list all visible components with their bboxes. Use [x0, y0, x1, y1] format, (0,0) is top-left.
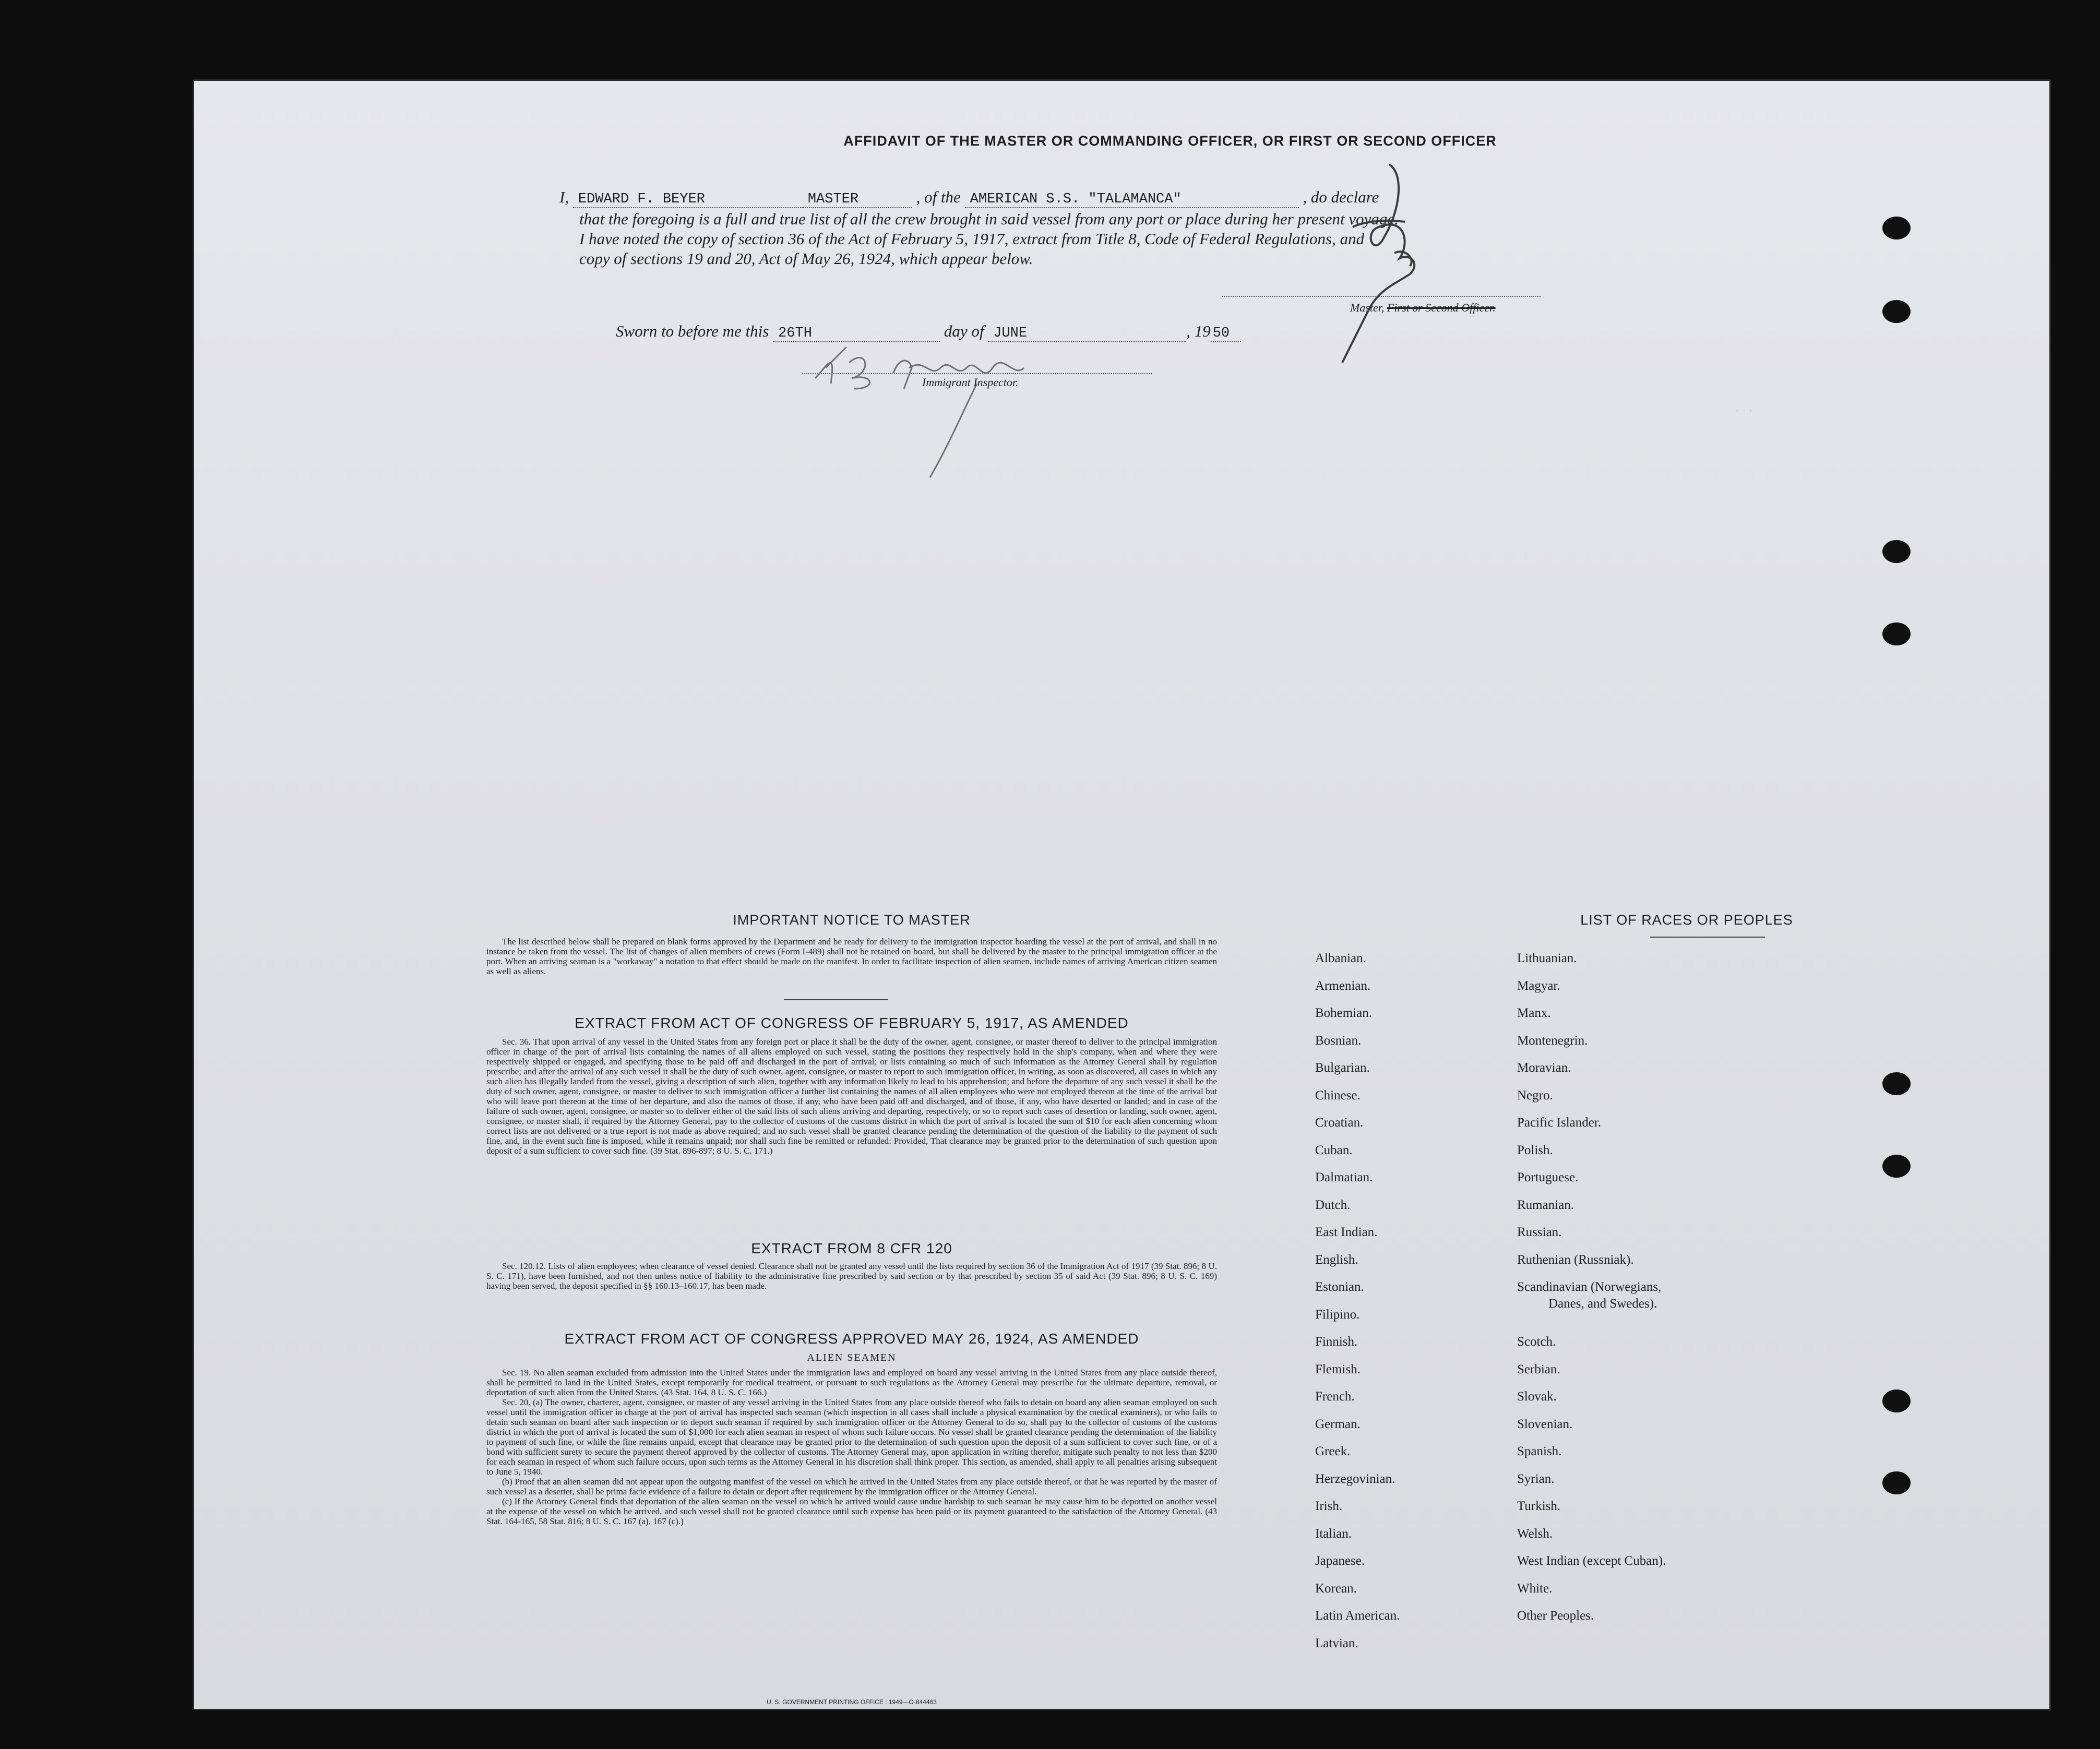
declaration-line-4: copy of sections 19 and 20, Act of May 26, 1924, which appear below.	[579, 249, 1033, 268]
inspector-signature	[805, 337, 1139, 493]
race-item: Spanish.	[1517, 1444, 1562, 1458]
race-item: Scandinavian (Norwegians,	[1517, 1280, 1662, 1294]
race-item: Estonian.	[1315, 1280, 1364, 1294]
race-item: Other Peoples.	[1517, 1609, 1594, 1623]
punch-hole	[1882, 1389, 1911, 1412]
do-declare-text: , do declare	[1303, 188, 1379, 206]
race-item: Danes, and Swedes).	[1548, 1297, 1657, 1311]
race-item: Magyar.	[1517, 978, 1560, 993]
race-item: Bulgarian.	[1315, 1061, 1370, 1075]
punch-hole	[1882, 540, 1911, 563]
race-item: Welsh.	[1517, 1526, 1553, 1541]
sworn-year-field: 50	[1211, 326, 1241, 342]
extract-1917-title: EXTRACT FROM ACT OF CONGRESS OF FEBRUARY 5, 1917, AS AMENDED	[575, 1015, 1129, 1031]
race-item: Irish.	[1315, 1499, 1343, 1513]
day-of-text: day of	[944, 322, 984, 340]
race-item: Scotch.	[1517, 1335, 1556, 1349]
inspector-label: Immigrant Inspector.	[922, 376, 1019, 389]
race-item: Japanese.	[1315, 1554, 1365, 1568]
race-item: Slovenian.	[1517, 1417, 1573, 1431]
punch-hole	[1882, 1155, 1911, 1178]
race-item: Pacific Islander.	[1517, 1116, 1602, 1130]
race-item: Syrian.	[1517, 1471, 1555, 1486]
punch-hole	[1882, 1072, 1911, 1095]
extract-1924-body	[486, 1368, 1217, 1526]
race-item: Montenegrin.	[1517, 1033, 1588, 1048]
extract-1924-title: EXTRACT FROM ACT OF CONGRESS APPROVED MAY 26, 1924, AS AMENDED	[564, 1331, 1139, 1347]
race-item: Portuguese.	[1517, 1170, 1579, 1184]
notice-divider	[784, 999, 888, 1000]
race-item: Ruthenian (Russniak).	[1517, 1252, 1634, 1267]
section-20b-paragraph: (b) Proof that an alien seaman did not appear upon the outgoing manifest of the vessel on which he arrived in the United States from any place outside thereof, or that he was reported by the master of such vessel as a deserter, shall be prima facie evidence of a failure to detain or deport after requirement by the immigration officer or the Attorney General.	[486, 1477, 1217, 1496]
race-item: East Indian.	[1315, 1225, 1378, 1239]
race-item: Albanian.	[1315, 951, 1366, 965]
section-19-paragraph: Sec. 19. No alien seaman excluded from admission into the United States under the immigration laws and employed on board any vessel arriving in the United States from any place outside thereof, shall be permitted to land in the United States, except temporarily for medical treatment, or pursuant to such regulations as the Attorney General may prescribe for the ultimate departure, removal, or deportation of such alien from the United States. (43 Stat. 164, 8 U. S. C. 166.)	[486, 1368, 1217, 1397]
notice-paragraph: The list described below shall be prepared on blank forms approved by the Department and be ready for delivery to the immigration inspector boarding the vessel at the port of arrival, and shall in no instance be taken from the vessel. The list of changes of alien members of crews (Form I-489) shall not be retained on board, but shall be delivered by the master to the principal immigration officer at the port. When an arriving seaman is a "workaway" a notation to that effect should be made on the manifest. In order to facilitate inspection of alien seamen, include names of arriving American citizen seamen as well as aliens.	[486, 937, 1217, 976]
race-item: Bosnian.	[1315, 1033, 1362, 1048]
bleed-through-text: ···	[1734, 404, 1755, 417]
race-item: Turkish.	[1517, 1499, 1561, 1513]
race-item: Latvian.	[1315, 1636, 1358, 1650]
alien-seamen-subtitle: ALIEN SEAMEN	[807, 1352, 897, 1363]
sworn-day-field: 26TH	[773, 326, 940, 342]
race-item: Moravian.	[1517, 1061, 1571, 1075]
notice-body	[486, 937, 1217, 976]
extract-1917-body	[486, 1037, 1217, 1156]
race-item: Filipino.	[1315, 1307, 1360, 1322]
race-item: Latin American.	[1315, 1609, 1400, 1623]
race-item: Serbian.	[1517, 1362, 1560, 1376]
race-item: Slovak.	[1517, 1389, 1557, 1404]
section-20a-paragraph: Sec. 20. (a) The owner, charterer, agent, consignee, or master of any vessel arriving in the United States from any place outside thereof who fails to detain on board any alien seaman employed on such vessel until the immigration officer in charge at the port of arrival has inspected such seaman (which inspection in all cases shall include a physical examination by the medical examiners), or who fails to detain such seaman on board after such inspection or to deport such seaman if required by such immigration officer or the Attorney General to do so, shall pay to the collector of customs of the customs district in which the port of arrival is located the sum of $1,000 for each alien seaman in respect of whom such failure occurs. No vessel shall be granted clearance pending the determination of the liability to payment of such fine, or while the fine remains unpaid, except that clearance may be granted prior to the determination of such question upon the deposit of a sum sufficient to cover such fine, or of a bond with sufficient surety to secure the payment thereof approved by the collector of customs. The Attorney General may, upon application in writing therefor, mitigate such penalty to not less than $200 for each seaman in respect of whom such failure occurs, upon such terms as the Attorney General in his discretion shall think proper. This section, as amended, shall apply to all penalties arising subsequent to June 5, 1940.	[486, 1397, 1217, 1477]
race-item: Manx.	[1517, 1006, 1551, 1020]
race-item: Herzegovinian.	[1315, 1471, 1395, 1486]
race-item: Croatian.	[1315, 1116, 1364, 1130]
year-prefix: , 19	[1186, 322, 1211, 340]
race-item: Lithuanian.	[1517, 951, 1577, 965]
extract-8cfr-body	[486, 1261, 1217, 1291]
race-item: Flemish.	[1315, 1362, 1361, 1376]
extract-8cfr-title: EXTRACT FROM 8 CFR 120	[751, 1240, 952, 1256]
race-item: English.	[1315, 1252, 1358, 1267]
section-20c-paragraph: (c) If the Attorney General finds that deportation of the alien seaman on the vessel on which he arrived would cause undue hardship to such seaman he may cause him to be deported on another vessel at the expense of the vessel on which he arrived, and such vessel shall not be granted clearance until such expense has been paid or its payment guaranteed to the satisfaction of the Attorney General. (43 Stat. 164-165, 58 Stat. 816; 8 U. S. C. 167 (a), 167 (c).)	[486, 1496, 1217, 1526]
race-item: Korean.	[1315, 1581, 1357, 1596]
race-item: German.	[1315, 1417, 1361, 1431]
declaration-line-3: I have noted the copy of section 36 of the Act of February 5, 1917, extract from Title 8, Code of Federal Regulations, and	[579, 230, 1365, 248]
sworn-month-field: JUNE	[988, 326, 1186, 342]
race-item: West Indian (except Cuban).	[1517, 1554, 1666, 1568]
race-item: Negro.	[1517, 1088, 1553, 1103]
races-right-column	[1517, 951, 1666, 1636]
punch-hole	[1882, 1471, 1911, 1494]
race-item: Armenian.	[1315, 978, 1371, 993]
printer-imprint: U. S. GOVERNMENT PRINTING OFFICE : 1949—O-844463	[767, 1698, 937, 1706]
master-name-field: EDWARD F. BEYER	[573, 191, 803, 208]
punch-hole	[1882, 622, 1911, 645]
race-item: French.	[1315, 1389, 1355, 1404]
race-item: Rumanian.	[1517, 1197, 1574, 1212]
race-item: Bohemian.	[1315, 1006, 1373, 1020]
vessel-field: AMERICAN S.S. "TALAMANCA"	[965, 191, 1299, 208]
declaration-i: I,	[559, 188, 569, 206]
races-left-column	[1315, 951, 1400, 1663]
rank-field: MASTER	[803, 191, 912, 208]
declaration-line-1	[559, 188, 1379, 208]
sworn-prefix: Sworn to before me this	[616, 322, 769, 340]
master-signature	[1332, 154, 1467, 373]
section-36-paragraph: Sec. 36. That upon arrival of any vessel in the United States from any foreign port or place it shall be the duty of the owner, agent, consignee, or master thereof to deliver to the principal immigration officer in charge of the port of arrival lists containing the names of all aliens employed on such vessel, stating the positions they respectively hold in the ship's company, when and where they were respectively shipped or engaged, and specifying those to be paid off and discharged in the port of arrival; or lists containing so much of such information as the Attorney General shall by regulation prescribe; and after the arrival of any such vessel it shall be the duty of such owner, agent, consignee, or master to report to such immigration officer, in writing, as soon as discovered, all cases in which any such alien has illegally landed from the vessel, giving a description of such alien, together with any information likely to lead to his apprehension; and before the departure of any such vessel it shall be the duty of such owner, agent, consignee, or master to deliver to such immigration officer a further list containing the names of all alien employees who were not employed thereon at the time of the arrival but who will leave port thereon at the time of her departure, and also the names of those, if any, who have been paid off and discharged, and of those, if any, who have deserted or landed; and in case of the failure of such owner, agent, consignee, or master so to deliver either of the said lists of such aliens arriving and departing, respectively, or so to report such cases of desertion or landing, such owner, agent, consignee, or master shall, if required by the Attorney General, pay to the collector of customs of the customs district in which the port of arrival is located the sum of $10 for each alien concerning whom correct lists are not delivered or a true report is not made as above required; and no such vessel shall be granted clearance pending the determination of the question of the liability to the payment of such fine, and, in the event such fine is imposed, while it remains unpaid; nor shall such fine be remitted or refunded: Provided, That clearance may be granted prior to the determination of such question upon deposit of a sum sufficient to cover such fine. (39 Stat. 896-897; 8 U. S. C. 171.)	[486, 1037, 1217, 1156]
race-item: Dalmatian.	[1315, 1170, 1373, 1184]
declaration-line-2: that the foregoing is a full and true list of all the crew brought in said vessel from any port or place during her present voyage.	[579, 210, 1399, 228]
race-item: Greek.	[1315, 1444, 1351, 1458]
document-page	[194, 81, 2049, 1709]
race-item: Russian.	[1517, 1225, 1562, 1239]
race-item: Polish.	[1517, 1143, 1553, 1157]
race-item: White.	[1517, 1581, 1553, 1596]
affidavit-title: AFFIDAVIT OF THE MASTER OR COMMANDING OFFICER, OR FIRST OR SECOND OFFICER	[843, 133, 1497, 149]
punch-hole	[1882, 217, 1911, 239]
struck-officer-label: First or Second Officer.	[1387, 301, 1496, 314]
race-item: Cuban.	[1315, 1143, 1353, 1157]
race-item: Finnish.	[1315, 1335, 1358, 1349]
notice-title: IMPORTANT NOTICE TO MASTER	[733, 912, 971, 928]
races-title: LIST OF RACES OR PEOPLES	[1580, 912, 1793, 928]
races-divider	[1650, 937, 1765, 938]
punch-hole	[1882, 300, 1911, 323]
section-120-12-paragraph: Sec. 120.12. Lists of alien employees; when clearance of vessel denied. Clearance shall not be granted any vessel until the lists required by section 36 of the Immigration Act of 1917 (39 Stat. 896; 8 U. S. C. 171), have been furnished, and not then unless notice of liability to the administrative fine prescribed by said section or by that prescribed by section 35 of said Act (39 Stat. 896; 8 U. S. C. 169) having been served, the deposit specified in §§ 160.13–160.17, has been made.	[486, 1261, 1217, 1291]
race-item: Dutch.	[1315, 1197, 1351, 1212]
master-label: Master,	[1350, 301, 1385, 314]
race-item: Chinese.	[1315, 1088, 1361, 1103]
of-the-text: , of the	[916, 188, 961, 206]
race-item: Italian.	[1315, 1526, 1352, 1541]
